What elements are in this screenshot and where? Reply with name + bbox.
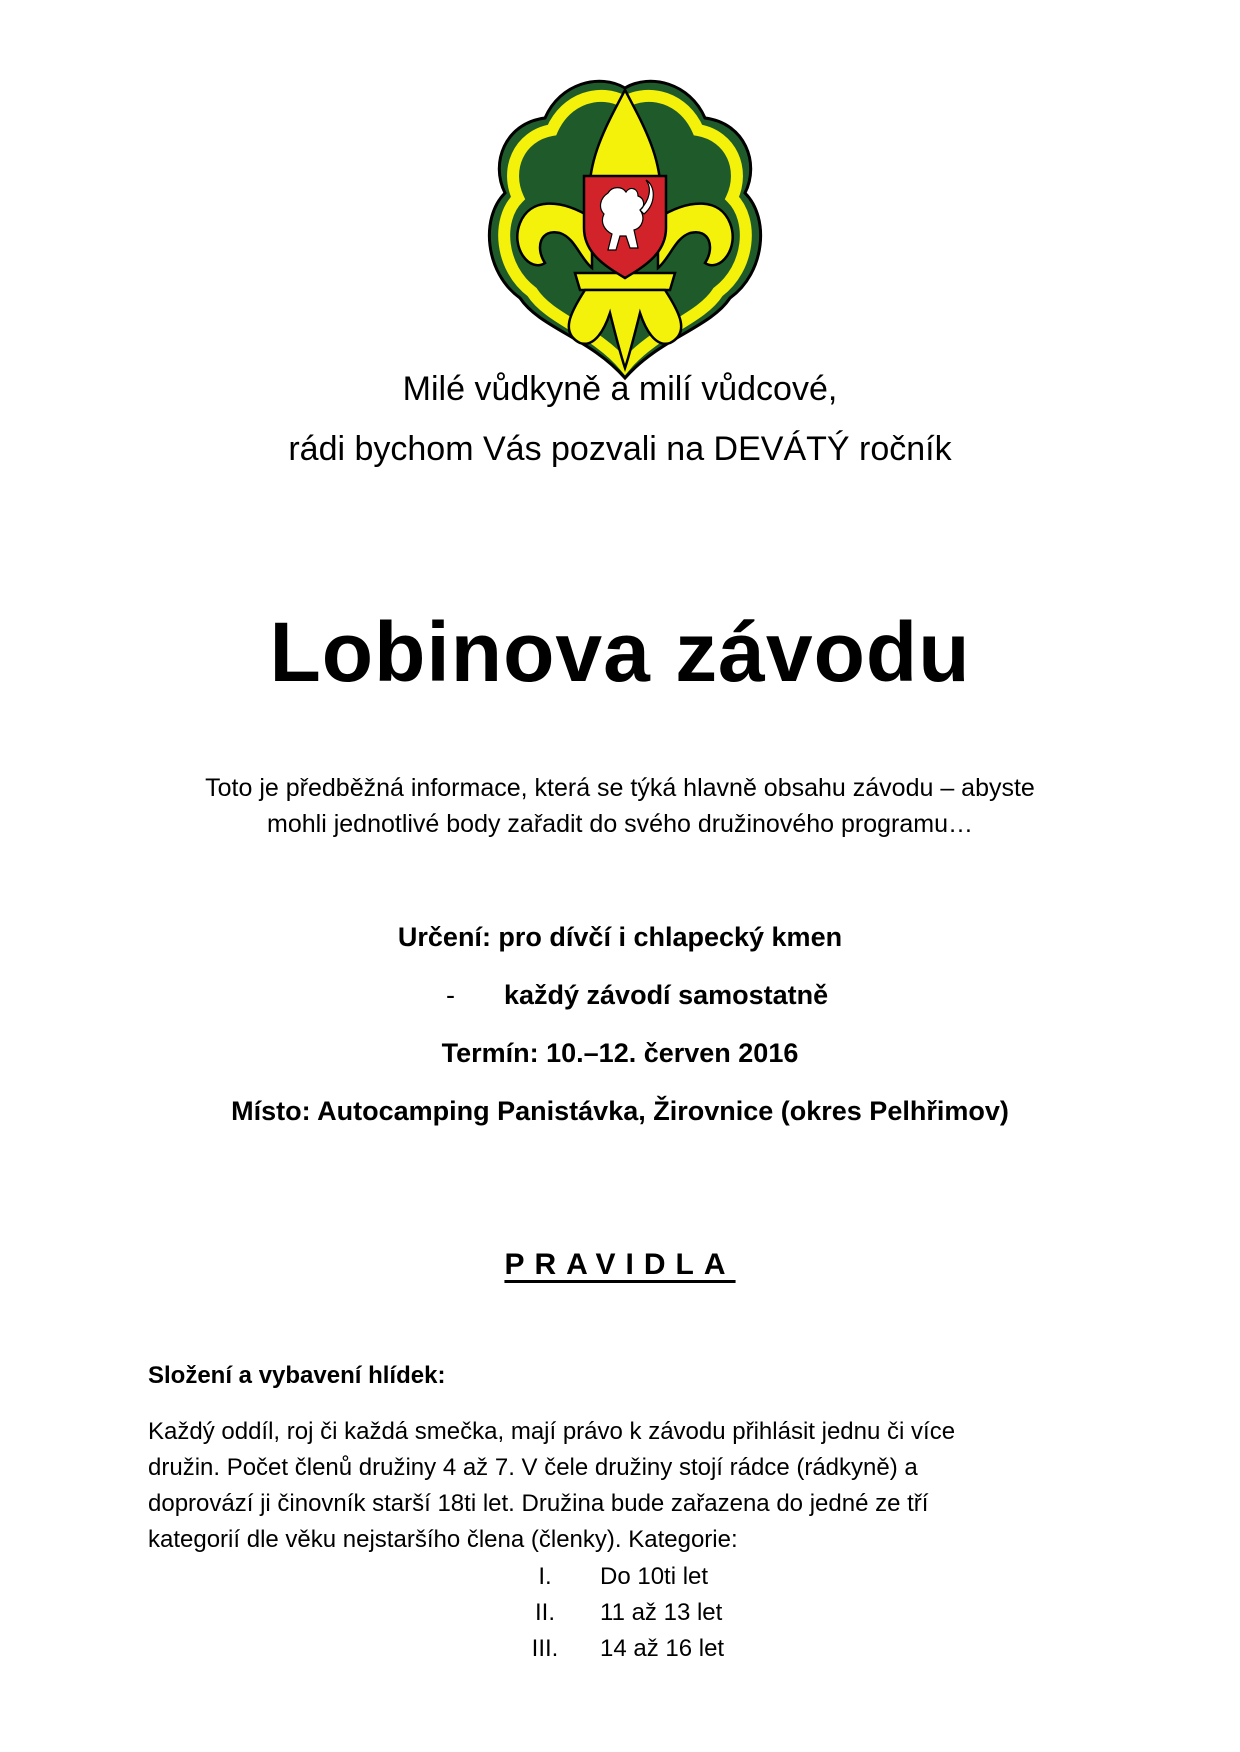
category-number: I. — [538, 1563, 552, 1590]
info-urceni: Určení: pro dívčí i chlapecký kmen — [397, 922, 843, 952]
category-number: III. — [531, 1635, 559, 1662]
paragraph-line-2: družin. Počet členů družiny 4 až 7. V čele družiny stojí rádce (rádkyně) a — [148, 1454, 918, 1481]
category-label: 14 až 16 let — [600, 1635, 725, 1662]
document-title: Lobinova závodu — [269, 605, 971, 699]
scout-lily-emblem-icon — [480, 68, 770, 388]
paragraph-line-1: Každý oddíl, roj či každá smečka, mají právo k závodu přihlásit jednu či více — [148, 1418, 956, 1445]
category-item — [500, 1560, 708, 1594]
info-misto: Místo: Autocamping Panistávka, Žirovnice (okres Pelhřimov) — [231, 1096, 1009, 1126]
intro-line-2: mohli jednotlivé body zařadit do svého družinového programu… — [267, 810, 973, 838]
greeting-line-1: Milé vůdkyně a milí vůdcové, — [402, 370, 838, 408]
category-item — [500, 1632, 724, 1666]
paragraph-line-3: doprovází ji činovník starší 18ti let. Družina bude zařazena do jedné ze tří — [148, 1490, 929, 1517]
section-heading: Složení a vybavení hlídek: — [148, 1362, 446, 1389]
category-label: 11 až 13 let — [600, 1599, 723, 1626]
info-termin: Termín: 10.–12. červen 2016 — [441, 1038, 799, 1068]
intro-line-1: Toto je předběžná informace, která se týká hlavně obsahu závodu – abyste — [205, 774, 1035, 802]
category-item — [500, 1596, 722, 1630]
info-bullet — [446, 978, 828, 1012]
greeting-line-2: rádi bychom Vás pozvali na DEVÁTÝ ročník — [288, 430, 952, 468]
rules-heading: PRAVIDLA — [504, 1248, 736, 1281]
bullet-text: každý závodí samostatně — [504, 980, 829, 1010]
lily-lower-petals — [569, 290, 681, 368]
category-label: Do 10ti let — [600, 1563, 709, 1590]
category-number: II. — [534, 1599, 555, 1626]
paragraph-line-4: kategorií dle věku nejstaršího člena (členky). Kategorie: — [148, 1526, 738, 1553]
bullet-dash: - — [446, 980, 455, 1010]
